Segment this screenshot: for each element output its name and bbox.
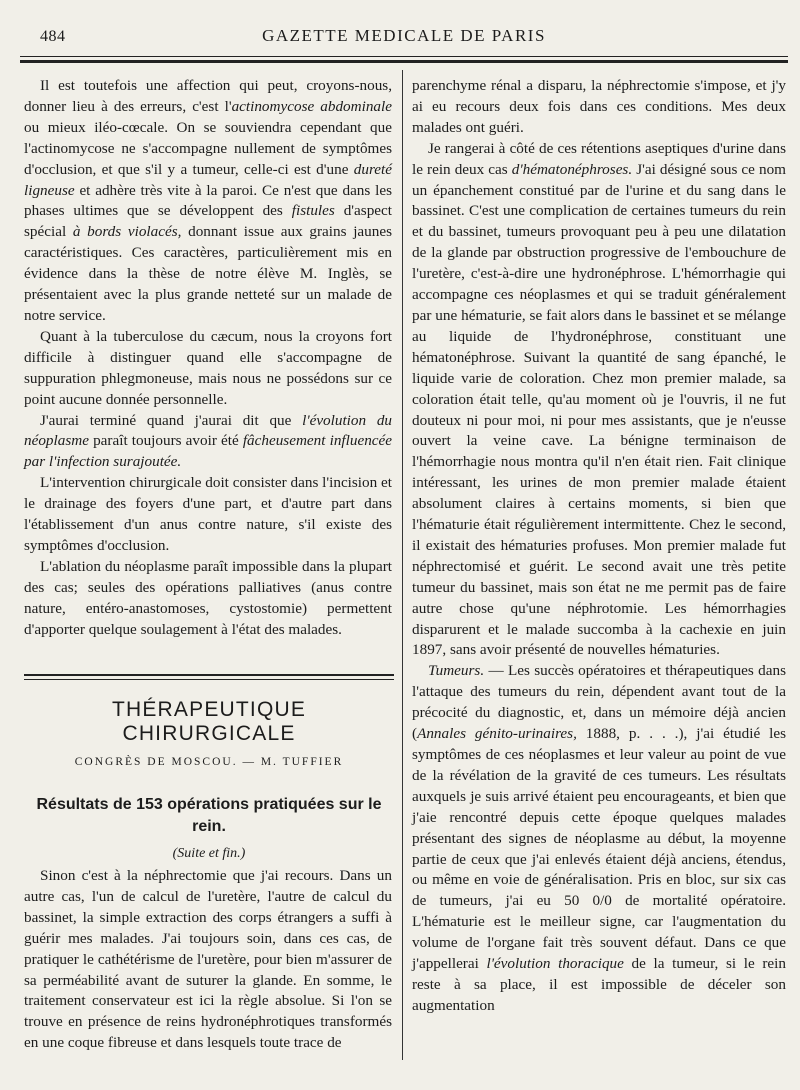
section-rule-thin [24,679,394,680]
text-run: J'ai désigné sous ce nom un épanchement constitué par de l'urine et du sang dans le bassinet. C'est une complication de certaines tumeurs du rein et du bassinet, tumeurs provoquant peu à peu une dilatation de la glande par obstruction progressive de l'embouchure de l'uretère, c'est-à-dire une hydronéphrose. L'hémorrhagie qui accompagne ces néoplasmes et qui se traduit généralement par une hématurie, se fait alors dans le bassinet et se mélange au liquide de l'hydronéphrose, constituant une hématonéphrose. Suivant la quantité de sang épanché, le liquide varie de coloration. Chez mon premier malade, sa coloration était telle, qu'au moment où je l'ouvris, il ne fut douteux ni pour moi, ni pour mes assistants, que je n'eusse ouvert la veine cave. La bénigne terminaison de l'hémorrhagie nous montra qu'il n'en était rien. Fait clinique intéressant, les urines de mon premier malade étaient absolument claires à certains moments, si bien que l'hématurie était régulièrement intermittente. Chez le second, il existait des hématuries profuses. Mon premier malade fut néphrectomisé et guérit. Le second avait une très petite tumeur du bassinet, mais son état ne me permit pas de faire autre chose qu'une néphrotomie. Les hémorrhagies disparurent et le malade succomba à la cachexie en juin 1897, sans avoir présenté de nouvelles hématuries. [412,160,786,659]
paragraph-ablation: L'ablation du néoplasme paraît impossible dans la plupart des cas; seules des opérations palliatives (anus contre nature, entéro-anastomoses, cystostomie) permettent d'apporter quelque soulagement à l'état des malades. [24,557,392,638]
section-rules [24,674,394,680]
header-rule-thin [20,56,788,57]
section-rule-thick [24,674,394,676]
page-header [20,22,788,50]
italic-run: d'hématonéphroses. [511,160,633,178]
text-run: — Les succès opératoires et thérapeutiques dans l'attaque des tumeurs du rein, dépendent avant tout de la précocité du diagnostic, et, dans un mémoire déjà ancien ( [412,662,786,743]
text-run: ou mieux iléo-cœcale. On se souviendra cependant que l'actinomycose ne s'accompagne nullement de symptômes d'occlusion, et que s'il y a tumeur, celle-ci est d'une [24,118,392,178]
left-column [24,76,392,640]
article-continuation-note: (Suite et fin.) [172,846,246,861]
text-run: paraît toujours avoir été [88,432,243,450]
paragraph-hematonephroses [412,139,786,662]
italic-run: actinomycose abdominale [231,97,392,115]
text-run: donnant issue aux grains jaunes caractéristiques. Ces caractères, particulièrement mis en évidence dans la thèse de notre élève M. Inglès, se présentaient avec la plus grande netteté sur un malade de notre service. [24,223,392,324]
italic-run: Tumeurs. [428,662,485,680]
italic-run: l'évolution du néoplasme [24,411,393,450]
paragraph-tuberculose: Quant à la tuberculose du cæcum, nous la croyons fort difficile à distinguer quand elle s'accompagne de suppuration phlegmoneuse, mais nous ne possédons sur ce point aucune donnée personnelle. [24,327,392,408]
text-run: de la tumeur, si le rein reste à sa place, il est impossible de déceler son augmentation [412,955,786,1014]
italic-run: fistules [291,202,335,220]
text-run: et adhère très vite à la paroi. Ce n'est que dans les phases ultimes que se développent des [24,181,392,220]
header-rule-thick [20,60,788,63]
page-number: 484 [40,28,66,45]
article-title: Résultats de 153 opérations pratiquées sur le rein. [36,796,382,835]
italic-run: dureté ligneuse [24,160,392,199]
paragraph-actinomycose [24,76,392,327]
italic-run: fâcheusement influencée par l'infection surajoutée. [24,432,393,471]
right-column [412,76,786,1017]
journal-title: GAZETTE MEDICALE DE PARIS [262,26,546,45]
italic-run: à bords violacés, [72,223,182,241]
text-run: d'aspect spécial [24,202,392,241]
italic-run: l'évolution thoracique [486,955,624,973]
section-title: THÉRAPEUTIQUE CHIRURGICALE [111,698,307,745]
text-run: J'aurai terminé quand j'aurai dit que [40,411,303,429]
congress-byline: CONGRÈS DE MOSCOU. — M. TUFFIER [74,756,344,768]
italic-run: Annales génito-urinaires, [417,725,577,743]
paragraph-evolution [24,411,392,474]
paragraph-nephrectomie: Sinon c'est à la néphrectomie que j'ai recours. Dans un autre cas, l'un de calcul de l'uretère, l'autre de calcul du bassinet, la simple extraction des corps étrangers a suffi à guérir mes malades. J'ai toujours soin, dans ces cas, de pratiquer le cathétérisme de l'uretère, pour bien m'assurer de sa perméabilité avant de suturer la glande. En somme, le traitement conservateur est ici la règle absolue. Si l'on se trouve en présence de reins hydronéphrotiques transformés en une coque fibreuse et dans lesquels toute trace de [24,867,392,1052]
text-run: Je rangerai à côté de ces rétentions aseptiques d'urine dans le rein deux cas [412,139,786,178]
paragraph-parenchyme: parenchyme rénal a disparu, la néphrectomie s'impose, et j'y ai eu recours deux fois dans ces conditions. Mes deux malades ont guéri. [412,77,786,136]
text-run: 1888, p. . . .), j'ai étudié les symptômes de ces néoplasmes et leur valeur au point de vue de la révélation de la gravité de ces tumeurs. Les résultats auxquels je suis arrivé étaient peu encourageants, et bien que j'aie rencontré depuis cette époque quelques malades présentant des signes de néoplasme au début, la moyenne partie de ceux que j'ai enlevés étaient déjà anciens, étendus, ou même en voie de généralisation. Pris en bloc, sur six cas de tumeurs, j'ai eu 50 0/0 de mortalité opératoire. L'hématurie est le meilleur signe, car l'augmentation du volume de l'organe fait très souvent défaut. Dans ce que j'appellerai [412,725,786,973]
paragraph-intervention: L'intervention chirurgicale doit consister dans l'incision et le drainage des foyers d'une part, et d'autre part dans l'établissement d'un anus contre nature, s'il existe des symptômes d'occlusion. [24,474,392,554]
paragraph-tumeurs [412,661,786,1016]
article-body-left [24,866,392,1054]
column-divider [402,70,403,1060]
text-run: Il est toutefois une affection qui peut, croyons-nous, donner lieu à des erreurs, c'est l' [24,77,392,115]
